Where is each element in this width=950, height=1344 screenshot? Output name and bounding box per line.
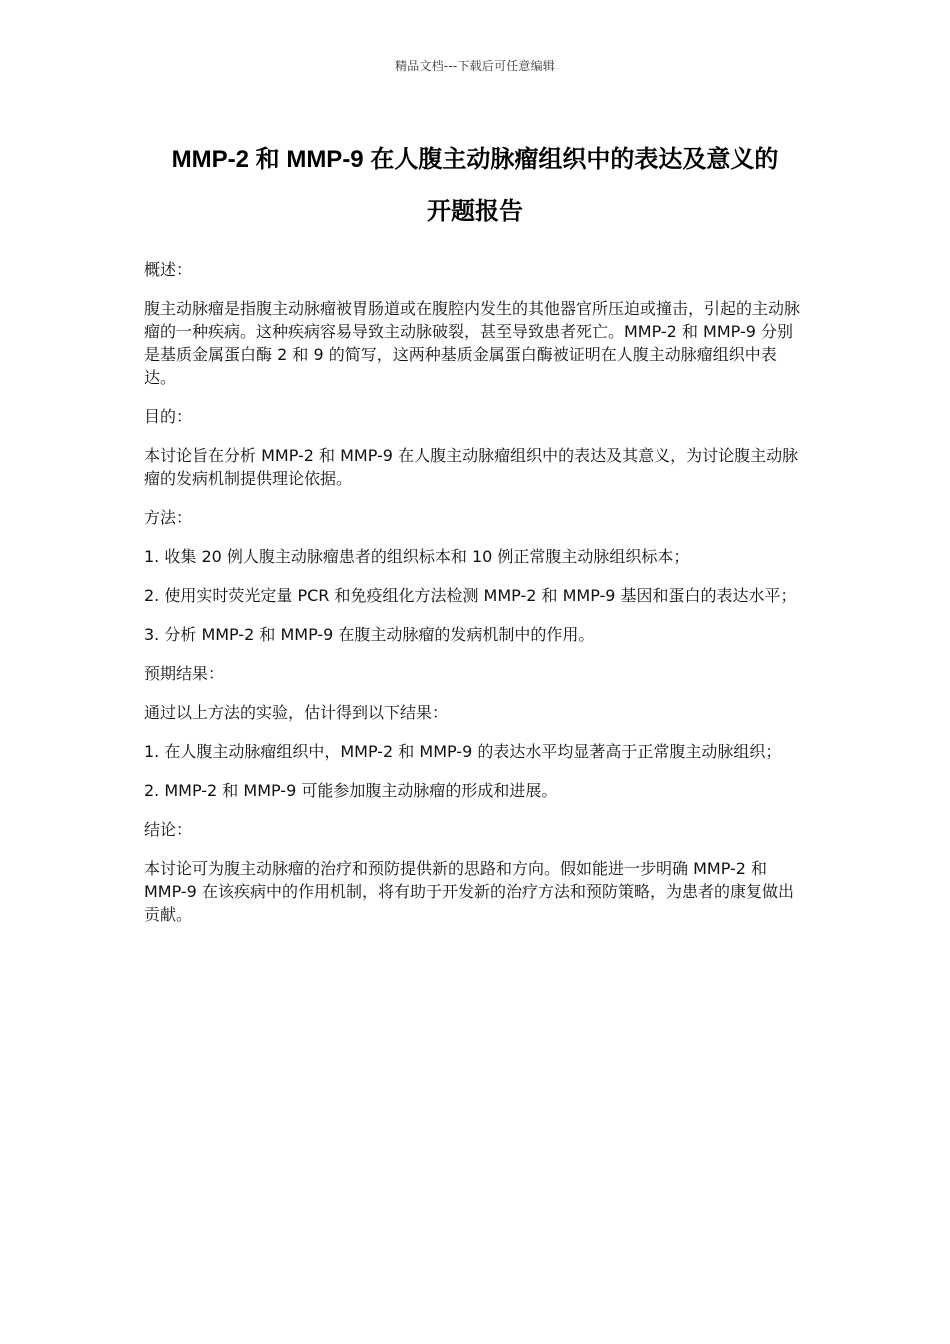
title-line-2: 开题报告 (427, 198, 523, 225)
methods-item: 1. 收集 20 例人腹主动脉瘤患者的组织标本和 10 例正常腹主动脉组织标本； (144, 547, 690, 566)
conclusion-paragraph: 本讨论可为腹主动脉瘤的治疗和预防提供新的思路和方向。假如能进一步明确 MMP-2 和 MMP-9 在该疾病中的作用机制，将有助于开发新的治疗方法和预防策略，为患者的康复做出贡献。 (144, 859, 794, 924)
document-title (130, 134, 820, 238)
purpose-paragraph: 本讨论旨在分析 MMP-2 和 MMP-9 在人腹主动脉瘤组织中的表达及其意义，为讨论腹主动脉瘤的发病机制提供理论依据。 (144, 446, 799, 488)
methods-heading: 方法： (144, 508, 193, 527)
overview-paragraph: 腹主动脉瘤是指腹主动脉瘤被胃肠道或在腹腔内发生的其他器官所压迫或撞击，引起的主动脉瘤的一种疾病。这种疾病容易导致主动脉破裂，甚至导致患者死亡。MMP-2 和 MMP-9 分别是基质金属蛋白酶 2 和 9 的简写，这两种基质金属蛋白酶被证明在人腹主动脉瘤组织中表达。 (144, 299, 801, 387)
methods-item: 3. 分析 MMP-2 和 MMP-9 在腹主动脉瘤的发病机制中的作用。 (144, 625, 595, 644)
expected-item: 2. MMP-2 和 MMP-9 可能参加腹主动脉瘤的形成和进展。 (144, 781, 558, 800)
purpose-heading: 目的： (144, 407, 193, 426)
expected-item: 1. 在人腹主动脉瘤组织中，MMP-2 和 MMP-9 的表达水平均显著高于正常腹主动脉组织； (144, 742, 782, 761)
methods-item: 2. 使用实时荧光定量 PCR 和免疫组化方法检测 MMP-2 和 MMP-9 基因和蛋白的表达水平； (144, 586, 797, 605)
overview-heading: 概述： (144, 260, 193, 279)
header-note: 精品文档---下载后可任意编辑 (395, 59, 555, 73)
expected-intro: 通过以上方法的实验，估计得到以下结果： (144, 703, 449, 722)
title-line-1: MMP-2 和 MMP-9 在人腹主动脉瘤组织中的表达及意义的 (171, 146, 779, 173)
conclusion-heading: 结论： (144, 820, 193, 839)
expected-heading: 预期结果： (144, 664, 225, 683)
document-body (144, 258, 808, 942)
